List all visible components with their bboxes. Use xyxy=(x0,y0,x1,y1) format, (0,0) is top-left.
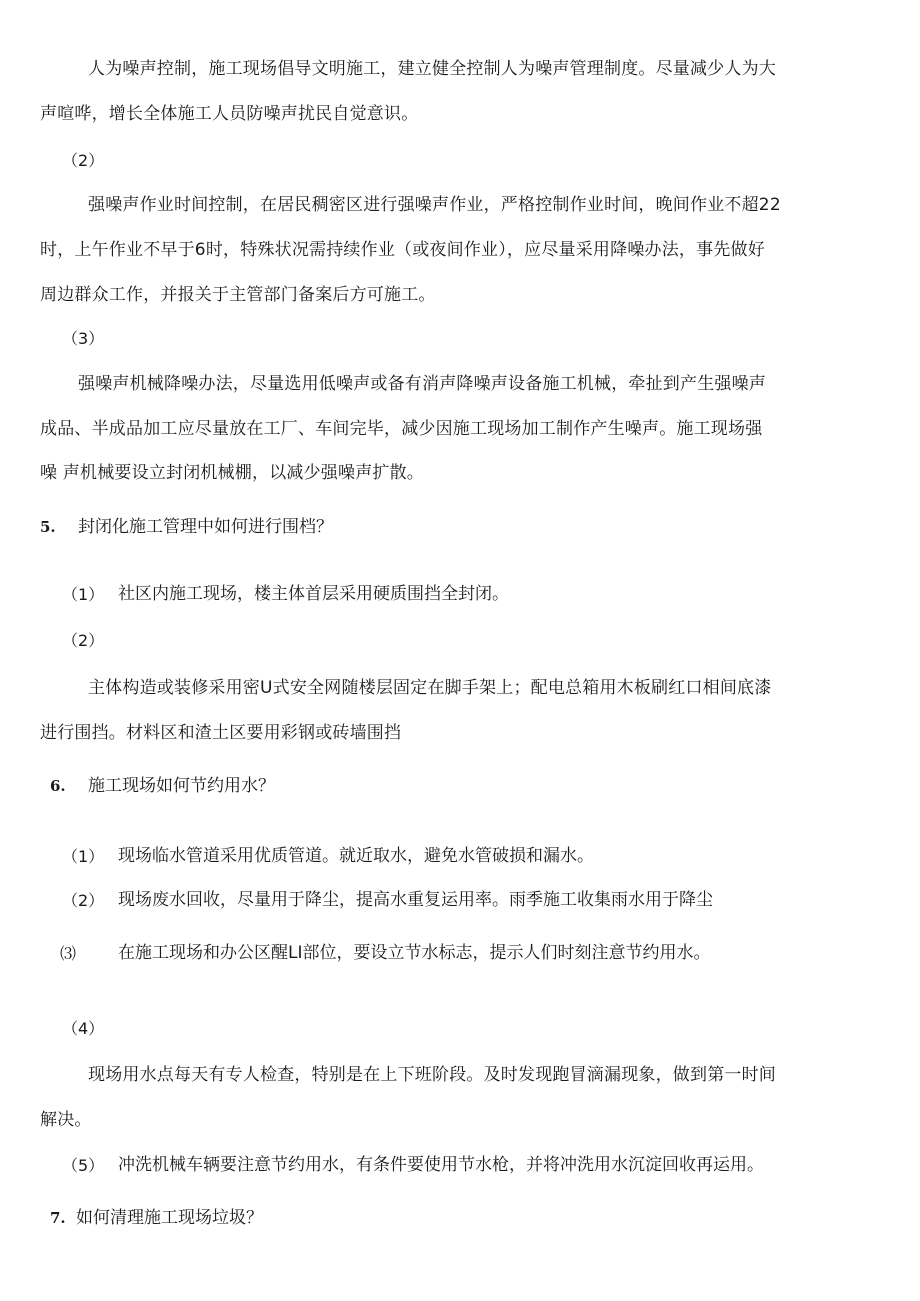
paragraph-line: 成品、半成品加工应尽量放在工厂、车间完毕，减少因施工现场加工制作产生噪声。施工现场强 xyxy=(40,419,763,439)
question-heading-6 xyxy=(50,775,275,797)
question-number: 5. xyxy=(40,518,56,536)
paragraph-line: 进行围挡。材料区和渣土区要用彩钢或砖墙围挡 xyxy=(40,723,402,743)
paragraph-line: 噪 声机械要设立封闭机械棚，以减少强噪声扩散。 xyxy=(40,463,425,483)
item-number: （2） xyxy=(62,151,105,170)
item-number: （5） xyxy=(62,1156,105,1175)
item-number: （3） xyxy=(62,329,105,348)
paragraph-line: 现场用水点每天有专人检查，特别是在上下班阶段。及时发现跑冒滴漏现象，做到第一时间 xyxy=(88,1065,776,1085)
item-number: （1） xyxy=(62,585,105,604)
item-number: （2） xyxy=(62,631,105,650)
paragraph-line: 时，上午作业不早于6时，特殊状况需持续作业（或夜间作业），应尽量采用降噪办法，事先做好 xyxy=(40,240,765,260)
question-title: 封闭化施工管理中如何进行围档？ xyxy=(78,517,333,537)
item-number: （1） xyxy=(62,847,105,866)
item-text: 现场临水管道采用优质管道。就近取水，避免水管破损和漏水。 xyxy=(118,846,594,866)
paragraph-line: 人为噪声控制，施工现场倡导文明施工，建立健全控制人为噪声管理制度。尽量减少人为大 xyxy=(88,59,776,79)
question-heading-5 xyxy=(40,516,333,538)
question-heading-7 xyxy=(50,1207,263,1229)
paragraph-line: 主体构造或装修采用密U式安全网随楼层固定在脚手架上；配电总箱用木板刷红口相间底漆 xyxy=(88,678,772,698)
item-number: （2） xyxy=(62,891,105,910)
item-number: （4） xyxy=(62,1019,105,1038)
paragraph-line: 强噪声机械降噪办法，尽量选用低噪声或备有消声降噪声设备施工机械，牵扯到产生强噪声 xyxy=(78,374,766,394)
question-title: 如何清理施工现场垃圾？ xyxy=(76,1208,263,1228)
item-text: 冲洗机械车辆要注意节约用水，有条件要使用节水枪，并将冲洗用水沉淀回收再运用。 xyxy=(118,1155,764,1175)
paragraph-line: 解决。 xyxy=(40,1110,92,1130)
question-number: 6. xyxy=(50,777,66,795)
item-text: 在施工现场和办公区醒LI部位，要设立节水标志，提示人们时刻注意节约用水。 xyxy=(118,943,711,963)
paragraph-line: 声喧哗，增长全体施工人员防噪声扰民自觉意识。 xyxy=(40,104,419,124)
paragraph-line: 周边群众工作，并报关于主管部门备案后方可施工。 xyxy=(40,285,436,305)
item-text: 现场废水回收，尽量用于降尘，提高水重复运用率。雨季施工收集雨水用于降尘 xyxy=(118,890,713,910)
question-number: 7. xyxy=(50,1209,66,1227)
paragraph-line: 强噪声作业时间控制，在居民稠密区进行强噪声作业，严格控制作业时间，晚间作业不超22 xyxy=(88,195,781,215)
item-number: ⑶ xyxy=(60,944,77,963)
question-title: 施工现场如何节约用水？ xyxy=(88,776,275,796)
item-text: 社区内施工现场，楼主体首层采用硬质围挡全封闭。 xyxy=(118,584,509,604)
